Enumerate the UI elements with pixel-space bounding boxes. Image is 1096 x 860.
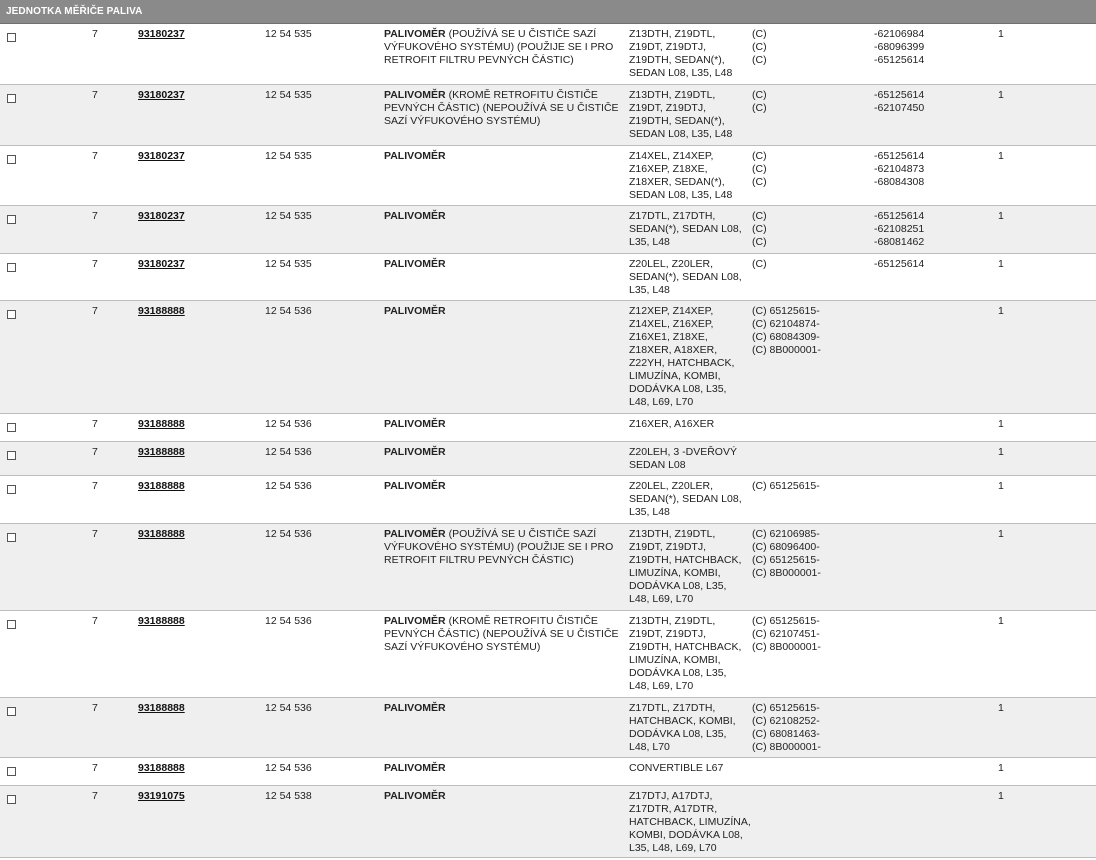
chassis-code-line: (C) 62106985- (752, 528, 820, 540)
chassis-code-line: (C) 65125615- (752, 615, 820, 627)
quantity: 1 (998, 528, 1004, 540)
description-title: PALIVOMĚR (384, 28, 446, 40)
model-line: Z16XER, A16XER (629, 418, 715, 430)
model-line: DODÁVKA L08, L35, (629, 383, 727, 395)
illustration-ref: 7 (92, 615, 98, 627)
model-line: LIMUZÍNA, KOMBI, (629, 567, 721, 579)
row-checkbox[interactable] (7, 485, 16, 494)
section-title: JEDNOTKA MĚŘIČE PALIVA (6, 6, 143, 17)
description-note: (KROMĚ RETROFITU ČISTIČE (445, 89, 598, 101)
quantity: 1 (998, 762, 1004, 774)
description-title: PALIVOMĚR (384, 150, 446, 162)
part-description (384, 446, 620, 459)
description-note: RETROFIT FILTRU PEVNÝCH ČÁSTIC) (384, 54, 574, 66)
model-line: Z14XEL, Z14XEP, (629, 150, 714, 162)
illustration-ref: 7 (92, 210, 98, 222)
applicable-models (629, 480, 749, 519)
model-line: SEDAN L08, L35, L48 (629, 67, 733, 79)
chassis-codes (752, 615, 862, 654)
part-number-link[interactable]: 93188888 (138, 528, 185, 540)
model-line: Z13DTH, Z19DTL, (629, 615, 716, 627)
catalog-number: 12 54 536 (265, 615, 312, 627)
chassis-numbers (874, 210, 984, 249)
illustration-ref: 7 (92, 702, 98, 714)
description-title: PALIVOMĚR (384, 528, 446, 540)
applicable-models (629, 89, 749, 141)
description-note: (KROMĚ RETROFITU ČISTIČE (445, 615, 598, 627)
part-number-link[interactable]: 93188888 (138, 418, 185, 430)
chassis-number-line: -62106984 (874, 28, 925, 40)
model-line: Z16XE1, Z18XE, (629, 331, 708, 343)
chassis-number-line: -65125614 (874, 258, 925, 270)
illustration-ref: 7 (92, 28, 98, 40)
part-description (384, 89, 620, 128)
chassis-numbers (874, 258, 984, 271)
part-description (384, 305, 620, 318)
model-line: L35, L48 (629, 236, 670, 248)
part-description (384, 702, 620, 715)
illustration-ref: 7 (92, 418, 98, 430)
part-number-link[interactable]: 93180237 (138, 210, 185, 222)
quantity: 1 (998, 210, 1004, 222)
description-title: PALIVOMĚR (384, 305, 446, 317)
illustration-ref: 7 (92, 258, 98, 270)
part-number-link[interactable]: 93191075 (138, 790, 185, 802)
illustration-ref: 7 (92, 446, 98, 458)
part-description (384, 790, 620, 803)
row-checkbox[interactable] (7, 620, 16, 629)
chassis-code-line: (C) 65125615- (752, 702, 820, 714)
description-title: PALIVOMĚR (384, 89, 446, 101)
description-title: PALIVOMĚR (384, 446, 446, 458)
chassis-code-line: (C) (752, 236, 767, 248)
row-checkbox[interactable] (7, 795, 16, 804)
table-row (0, 442, 1096, 476)
model-line: Z22YH, HATCHBACK, (629, 357, 735, 369)
model-line: L35, L48 (629, 506, 670, 518)
model-line: L48, L69, L70 (629, 396, 694, 408)
description-note: PEVNÝCH ČÁSTIC) (NEPOUŽÍVÁ SE U ČISTIČE (384, 628, 619, 640)
catalog-number: 12 54 536 (265, 762, 312, 774)
part-description (384, 615, 620, 654)
model-line: Z19DT, Z19DTJ, (629, 628, 707, 640)
chassis-number-line: -68084308 (874, 176, 925, 188)
chassis-code-line: (C) (752, 102, 767, 114)
table-row (0, 758, 1096, 786)
table-row (0, 85, 1096, 146)
model-line: Z19DTH, HATCHBACK, (629, 554, 742, 566)
part-description (384, 480, 620, 493)
catalog-number: 12 54 535 (265, 89, 312, 101)
table-row (0, 786, 1096, 858)
model-line: HATCHBACK, KOMBI, (629, 715, 736, 727)
applicable-models (629, 790, 749, 855)
part-description (384, 150, 620, 163)
model-line: SEDAN(*), SEDAN L08, (629, 493, 742, 505)
model-line: SEDAN L08, L35, L48 (629, 189, 733, 201)
description-title: PALIVOMĚR (384, 615, 446, 627)
row-checkbox[interactable] (7, 451, 16, 460)
chassis-code-line: (C) (752, 28, 767, 40)
chassis-codes (752, 210, 862, 249)
row-checkbox[interactable] (7, 533, 16, 542)
model-line: L48, L70 (629, 741, 670, 753)
row-checkbox[interactable] (7, 215, 16, 224)
catalog-number: 12 54 535 (265, 258, 312, 270)
row-checkbox[interactable] (7, 263, 16, 272)
illustration-ref: 7 (92, 89, 98, 101)
model-line: Z19DT, Z19DTJ, (629, 102, 707, 114)
illustration-ref: 7 (92, 305, 98, 317)
description-note: VÝFUKOVÉHO SYSTÉMU) (POUŽIJE SE I PRO (384, 541, 614, 553)
model-line: Z20LEL, Z20LER, (629, 480, 714, 492)
part-number-link[interactable]: 93188888 (138, 480, 185, 492)
description-title: PALIVOMĚR (384, 702, 446, 714)
section-header (0, 0, 1096, 24)
chassis-code-line: (C) (752, 89, 767, 101)
row-checkbox[interactable] (7, 94, 16, 103)
model-line: Z18XER, SEDAN(*), (629, 176, 725, 188)
illustration-ref: 7 (92, 480, 98, 492)
row-checkbox[interactable] (7, 423, 16, 432)
part-description (384, 258, 620, 271)
chassis-codes (752, 258, 862, 271)
chassis-number-line: -62108251 (874, 223, 925, 235)
quantity: 1 (998, 446, 1004, 458)
model-line: L35, L48, L69, L70 (629, 842, 717, 854)
chassis-number-line: -68081462 (874, 236, 925, 248)
chassis-number-line: -62107450 (874, 102, 925, 114)
quantity: 1 (998, 615, 1004, 627)
chassis-code-line: (C) (752, 163, 767, 175)
quantity: 1 (998, 28, 1004, 40)
chassis-codes (752, 702, 862, 754)
chassis-codes (752, 89, 862, 115)
chassis-codes (752, 305, 862, 357)
part-number-link[interactable]: 93180237 (138, 28, 185, 40)
description-note: SAZÍ VÝFUKOVÉHO SYSTÉMU) (384, 641, 541, 653)
row-checkbox[interactable] (7, 310, 16, 319)
chassis-code-line: (C) 8B000001- (752, 641, 821, 653)
table-row (0, 524, 1096, 611)
illustration-ref: 7 (92, 762, 98, 774)
chassis-number-line: -65125614 (874, 54, 925, 66)
chassis-code-line: (C) 8B000001- (752, 567, 821, 579)
model-line: Z13DTH, Z19DTL, (629, 528, 716, 540)
model-line: KOMBI, DODÁVKA L08, (629, 829, 743, 841)
model-line: Z20LEL, Z20LER, (629, 258, 714, 270)
chassis-code-line: (C) 62107451- (752, 628, 820, 640)
description-note: (POUŽÍVÁ SE U ČISTIČE SAZÍ (445, 28, 597, 40)
model-line: Z19DTH, SEDAN(*), (629, 115, 725, 127)
chassis-code-line: (C) (752, 210, 767, 222)
model-line: Z17DTL, Z17DTH, (629, 702, 716, 714)
model-line: Z13DTH, Z19DTL, (629, 28, 716, 40)
table-row (0, 698, 1096, 758)
model-line: Z12XEP, Z14XEP, (629, 305, 714, 317)
chassis-code-line: (C) 65125615- (752, 305, 820, 317)
model-line: Z17DTJ, A17DTJ, (629, 790, 713, 802)
chassis-code-line: (C) (752, 41, 767, 53)
catalog-number: 12 54 535 (265, 150, 312, 162)
model-line: Z17DTR, A17DTR, (629, 803, 718, 815)
table-row (0, 414, 1096, 442)
chassis-code-line: (C) 68084309- (752, 331, 820, 343)
model-line: CONVERTIBLE L67 (629, 762, 724, 774)
quantity: 1 (998, 418, 1004, 430)
model-line: Z19DTH, HATCHBACK, (629, 641, 742, 653)
part-description (384, 762, 620, 775)
model-line: L48, L69, L70 (629, 593, 694, 605)
model-line: DODÁVKA L08, L35, (629, 728, 727, 740)
chassis-numbers (874, 28, 984, 67)
model-line: L48, L69, L70 (629, 680, 694, 692)
chassis-codes (752, 528, 862, 580)
model-line: DODÁVKA L08, L35, (629, 580, 727, 592)
applicable-models (629, 702, 749, 754)
chassis-number-line: -65125614 (874, 150, 925, 162)
catalog-number: 12 54 535 (265, 210, 312, 222)
applicable-models (629, 210, 749, 249)
catalog-number: 12 54 536 (265, 446, 312, 458)
quantity: 1 (998, 150, 1004, 162)
model-line: Z14XEL, Z16XEP, (629, 318, 714, 330)
model-line: Z19DT, Z19DTJ, (629, 41, 707, 53)
model-line: Z19DT, Z19DTJ, (629, 541, 707, 553)
chassis-code-line: (C) 62108252- (752, 715, 820, 727)
chassis-number-line: -68096399 (874, 41, 925, 53)
description-title: PALIVOMĚR (384, 790, 446, 802)
chassis-code-line: (C) (752, 176, 767, 188)
model-line: SEDAN L08, L35, L48 (629, 128, 733, 140)
model-line: Z16XEP, Z18XE, (629, 163, 708, 175)
description-title: PALIVOMĚR (384, 258, 446, 270)
part-number-link[interactable]: 93180237 (138, 89, 185, 101)
catalog-number: 12 54 538 (265, 790, 312, 802)
model-line: Z19DTH, SEDAN(*), (629, 54, 725, 66)
applicable-models (629, 446, 749, 472)
parts-table (0, 24, 1096, 858)
chassis-code-line: (C) 65125615- (752, 554, 820, 566)
table-row (0, 146, 1096, 206)
part-description (384, 418, 620, 431)
model-line: DODÁVKA L08, L35, (629, 667, 727, 679)
model-line: HATCHBACK, LIMUZÍNA, (629, 816, 751, 828)
catalog-number: 12 54 536 (265, 418, 312, 430)
part-description (384, 210, 620, 223)
row-checkbox[interactable] (7, 707, 16, 716)
row-checkbox[interactable] (7, 33, 16, 42)
chassis-number-line: -65125614 (874, 89, 925, 101)
chassis-codes (752, 28, 862, 67)
description-title: PALIVOMĚR (384, 418, 446, 430)
description-note: (POUŽÍVÁ SE U ČISTIČE SAZÍ (445, 528, 597, 540)
description-title: PALIVOMĚR (384, 762, 446, 774)
table-row (0, 254, 1096, 301)
catalog-number: 12 54 536 (265, 305, 312, 317)
chassis-code-line: (C) (752, 223, 767, 235)
description-note: SAZÍ VÝFUKOVÉHO SYSTÉMU) (384, 115, 541, 127)
row-checkbox[interactable] (7, 767, 16, 776)
part-number-link[interactable]: 93188888 (138, 702, 185, 714)
chassis-number-line: -65125614 (874, 210, 925, 222)
applicable-models (629, 762, 749, 775)
part-number-link[interactable]: 93188888 (138, 762, 185, 774)
description-title: PALIVOMĚR (384, 210, 446, 222)
applicable-models (629, 150, 749, 202)
chassis-code-line: (C) 65125615- (752, 480, 820, 492)
part-number-link[interactable]: 93188888 (138, 446, 185, 458)
quantity: 1 (998, 702, 1004, 714)
table-row (0, 206, 1096, 254)
model-line: LIMUZÍNA, KOMBI, (629, 370, 721, 382)
quantity: 1 (998, 305, 1004, 317)
table-row (0, 611, 1096, 698)
chassis-code-line: (C) (752, 258, 767, 270)
catalog-number: 12 54 536 (265, 480, 312, 492)
chassis-codes (752, 480, 862, 493)
applicable-models (629, 28, 749, 80)
model-line: SEDAN L08 (629, 459, 686, 471)
chassis-code-line: (C) 68096400- (752, 541, 820, 553)
part-number-link[interactable]: 93188888 (138, 615, 185, 627)
description-note: RETROFIT FILTRU PEVNÝCH ČÁSTIC) (384, 554, 574, 566)
applicable-models (629, 528, 749, 606)
row-checkbox[interactable] (7, 155, 16, 164)
chassis-number-line: -62104873 (874, 163, 925, 175)
chassis-code-line: (C) (752, 54, 767, 66)
model-line: L35, L48 (629, 284, 670, 296)
catalog-number: 12 54 535 (265, 28, 312, 40)
chassis-code-line: (C) (752, 150, 767, 162)
description-title: PALIVOMĚR (384, 480, 446, 492)
description-note: VÝFUKOVÉHO SYSTÉMU) (POUŽIJE SE I PRO (384, 41, 614, 53)
model-line: Z20LEH, 3 -DVEŘOVÝ (629, 446, 737, 458)
applicable-models (629, 615, 749, 693)
model-line: LIMUZÍNA, KOMBI, (629, 654, 721, 666)
part-number-link[interactable]: 93180237 (138, 258, 185, 270)
model-line: SEDAN(*), SEDAN L08, (629, 223, 742, 235)
table-row (0, 476, 1096, 524)
chassis-code-line: (C) 62104874- (752, 318, 820, 330)
part-description (384, 528, 620, 567)
part-number-link[interactable]: 93188888 (138, 305, 185, 317)
applicable-models (629, 305, 749, 409)
chassis-numbers (874, 150, 984, 189)
catalog-number: 12 54 536 (265, 702, 312, 714)
chassis-code-line: (C) 8B000001- (752, 344, 821, 356)
illustration-ref: 7 (92, 150, 98, 162)
catalog-number: 12 54 536 (265, 528, 312, 540)
chassis-codes (752, 150, 862, 189)
chassis-code-line: (C) 68081463- (752, 728, 820, 740)
quantity: 1 (998, 258, 1004, 270)
chassis-numbers (874, 89, 984, 115)
chassis-code-line: (C) 8B000001- (752, 741, 821, 753)
model-line: Z17DTL, Z17DTH, (629, 210, 716, 222)
illustration-ref: 7 (92, 528, 98, 540)
part-number-link[interactable]: 93180237 (138, 150, 185, 162)
description-note: PEVNÝCH ČÁSTIC) (NEPOUŽÍVÁ SE U ČISTIČE (384, 102, 619, 114)
quantity: 1 (998, 790, 1004, 802)
table-row (0, 24, 1096, 85)
model-line: SEDAN(*), SEDAN L08, (629, 271, 742, 283)
model-line: Z18XER, A18XER, (629, 344, 718, 356)
part-description (384, 28, 620, 67)
model-line: Z13DTH, Z19DTL, (629, 89, 716, 101)
quantity: 1 (998, 480, 1004, 492)
quantity: 1 (998, 89, 1004, 101)
applicable-models (629, 258, 749, 297)
table-row (0, 301, 1096, 414)
illustration-ref: 7 (92, 790, 98, 802)
applicable-models (629, 418, 749, 431)
